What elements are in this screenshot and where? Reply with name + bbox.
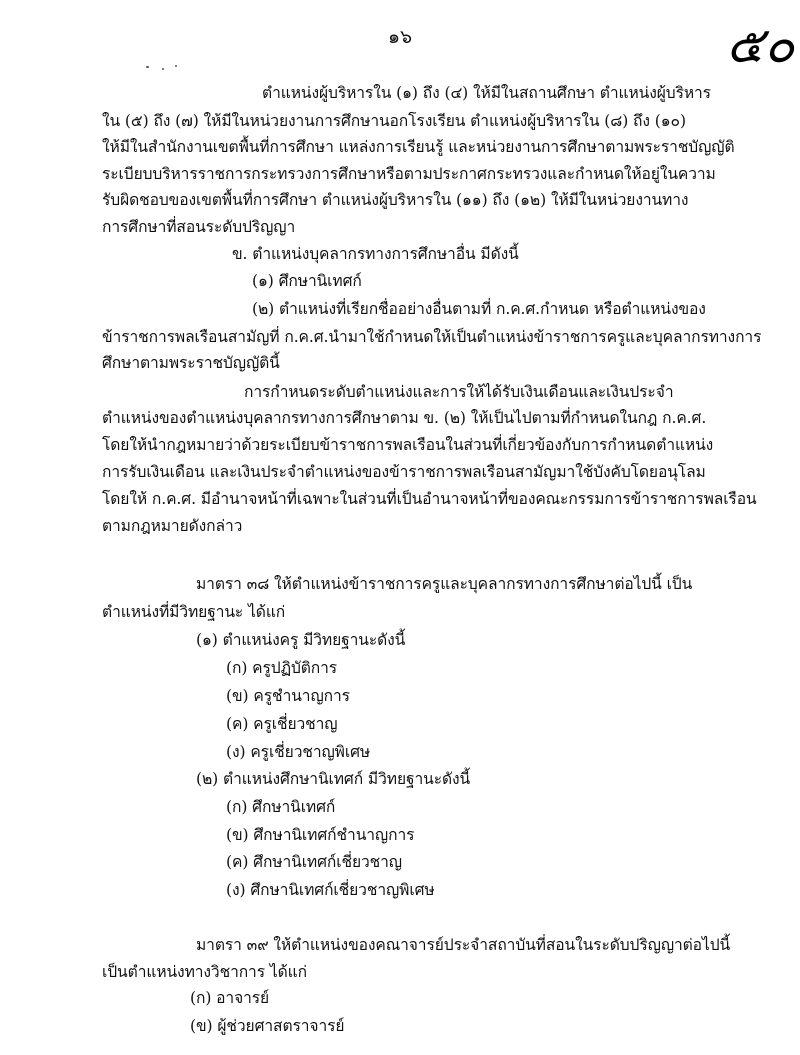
scan-speck xyxy=(175,65,177,67)
handwritten-mark-text: ๕๐ xyxy=(726,16,795,74)
section-38-group-2-item: (ก) ศึกษานิเทศก์ xyxy=(226,798,336,816)
intro-line-6: การศึกษาที่สอนระดับปริญญา xyxy=(102,218,296,236)
salary-line-4: การรับเงินเดือน และเงินประจำตำแหน่งของข้าราชการพลเรือนสามัญมาใช้บังคับโดยอนุโลม xyxy=(102,463,706,481)
section-38-group-1-item: (ง) ครูเชี่ยวชาญพิเศษ xyxy=(226,743,371,761)
section-kh-heading: ข. ตำแหน่งบุคลากรทางการศึกษาอื่น มีดังนี้ xyxy=(232,245,519,263)
section-kh-item-2-line-3: ศึกษาตามพระราชบัญญัตินี้ xyxy=(102,354,280,372)
section-38-group-2-item: (ข) ศึกษานิเทศก์ชำนาญการ xyxy=(226,826,415,844)
section-39-line-2: เป็นตำแหน่งทางวิชาการ ได้แก่ xyxy=(102,963,307,981)
section-39-item: (ก) อาจารย์ xyxy=(190,989,270,1007)
handwritten-mark xyxy=(724,14,795,74)
salary-line-2: ตำแหน่งของตำแหน่งบุคลากรทางการศึกษาตาม ข. (๒) ให้เป็นไปตามที่กำหนดในกฎ ก.ค.ศ. xyxy=(102,409,707,427)
salary-line-5: โดยให้ ก.ค.ศ. มีอำนาจหน้าที่เฉพาะในส่วนที่เป็นอำนาจหน้าที่ของคณะกรรมการข้าราชการพลเรือน xyxy=(102,490,757,508)
section-39-item: (ข) ผู้ช่วยศาสตราจารย์ xyxy=(190,1017,345,1035)
salary-line-6: ตามกฎหมายดังกล่าว xyxy=(102,517,243,535)
scan-speck xyxy=(162,68,164,70)
section-38-group-2-heading: (๒) ตำแหน่งศึกษานิเทศก์ มีวิทยฐานะดังนี้ xyxy=(196,770,471,788)
intro-line-2: ใน (๕) ถึง (๗) ให้มีในหน่วยงานการศึกษานอกโรงเรียน ตำแหน่งผู้บริหารใน (๘) ถึง (๑๐) xyxy=(102,112,686,130)
section-38-group-2-item: (ค) ศึกษานิเทศก์เชี่ยวชาญ xyxy=(226,853,402,871)
salary-line-3: โดยให้นำกฎหมายว่าด้วยระเบียบข้าราชการพลเรือนในส่วนที่เกี่ยวข้องกับการกำหนดตำแหน่ง xyxy=(102,436,714,454)
section-38-group-1-item: (ข) ครูชำนาญการ xyxy=(226,687,350,705)
section-38-group-1-item: (ก) ครูปฏิบัติการ xyxy=(226,659,338,677)
section-kh-item-2-line-2: ข้าราชการพลเรือนสามัญที่ ก.ค.ศ.นำมาใช้กำหนดให้เป็นตำแหน่งข้าราชการครูและบุคลากรทางการ xyxy=(102,328,762,346)
scan-speck xyxy=(146,66,149,68)
intro-line-1: ตำแหน่งผู้บริหารใน (๑) ถึง (๔) ให้มีในสถานศึกษา ตำแหน่งผู้บริหาร xyxy=(262,84,711,102)
intro-line-4: ระเบียบบริหารราชการกระทรวงการศึกษาหรือตามประกาศกระทรวงและกำหนดให้อยู่ในความ xyxy=(102,165,716,183)
section-38-group-1-item: (ค) ครูเชี่ยวชาญ xyxy=(226,715,338,733)
section-38-group-2-item: (ง) ศึกษานิเทศก์เชี่ยวชาญพิเศษ xyxy=(226,881,435,899)
page-number: ๑๖ xyxy=(388,26,413,48)
section-kh-item-2-line-1: (๒) ตำแหน่งที่เรียกชื่ออย่างอื่นตามที่ ก.ค.ศ.กำหนด หรือตำแหน่งของ xyxy=(252,300,706,318)
section-39-line-1: มาตรา ๓๙ ให้ตำแหน่งของคณาจารย์ประจำสถาบันที่สอนในระดับปริญญาต่อไปนี้ xyxy=(196,936,731,954)
salary-line-1: การกำหนดระดับตำแหน่งและการให้ได้รับเงินเดือนและเงินประจำ xyxy=(244,383,674,401)
section-38-group-1-heading: (๑) ตำแหน่งครู มีวิทยฐานะดังนี้ xyxy=(196,631,406,649)
section-38-line-1: มาตรา ๓๘ ให้ตำแหน่งข้าราชการครูและบุคลากรทางการศึกษาต่อไปนี้ เป็น xyxy=(196,575,693,593)
section-38-line-2: ตำแหน่งที่มีวิทยฐานะ ได้แก่ xyxy=(102,603,286,621)
intro-line-5: รับผิดชอบของเขตพื้นที่การศึกษา ตำแหน่งผู้บริหารใน (๑๑) ถึง (๑๒) ให้มีในหน่วยงานทาง xyxy=(102,191,689,209)
section-kh-item-1: (๑) ศึกษานิเทศก์ xyxy=(252,272,362,290)
intro-line-3: ให้มีในสำนักงานเขตพื้นที่การศึกษา แหล่งการเรียนรู้ และหน่วยงานการศึกษาตามพระราชบัญญัติ xyxy=(102,138,735,156)
